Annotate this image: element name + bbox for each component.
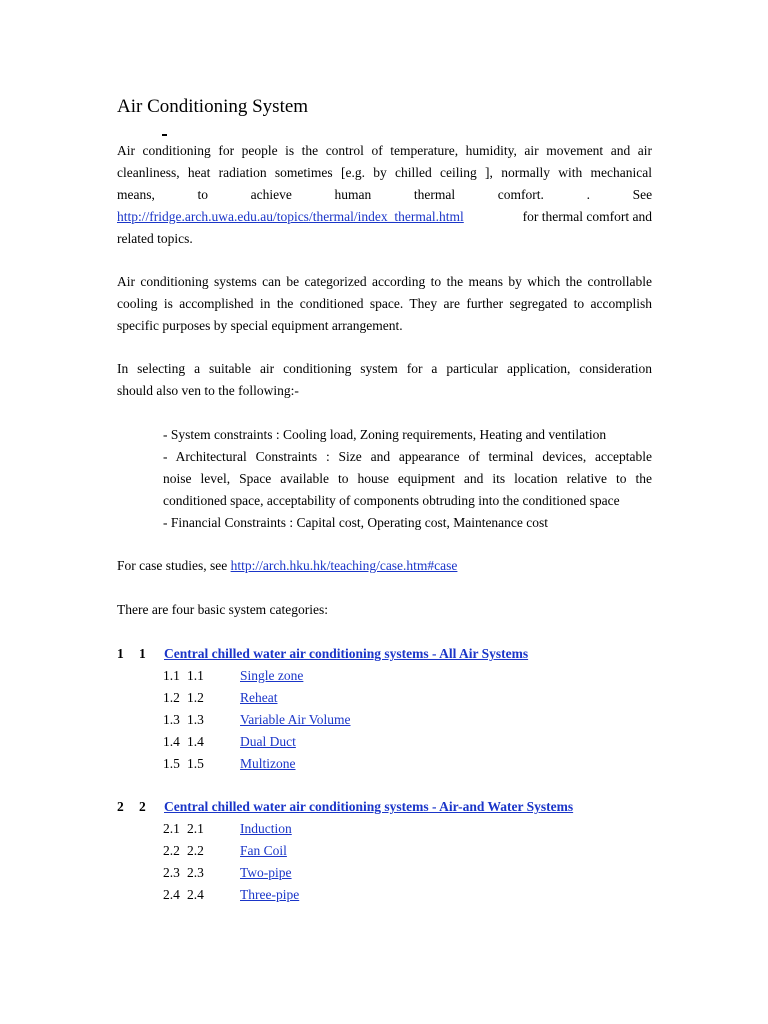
constraint-item: - Financial Constraints : Capital cost, Operating cost, Maintenance cost: [163, 515, 549, 530]
item-number: 2.3: [163, 865, 180, 880]
intro-line: [117, 206, 652, 228]
intro-line: Air conditioning for people is the control of temperature, humidity, air movement and air: [117, 143, 652, 158]
item-number: 2.2: [187, 843, 204, 858]
item-number: 1.3: [187, 712, 204, 727]
case-studies-text: [117, 555, 652, 577]
case-studies-line: [117, 555, 652, 577]
item-number: 2.4: [163, 887, 180, 902]
constraint-item: - System constraints : Cooling load, Zoning requirements, Heating and ventilation: [163, 427, 607, 442]
intro-line: [117, 184, 652, 206]
thermal-comfort-link[interactable]: http://fridge.arch.uwa.edu.au/topics/thermal/index_thermal.html: [117, 209, 464, 224]
paragraph-line: Air conditioning systems can be categorized according to the means by which the controllable: [117, 274, 652, 289]
list-item: [163, 731, 563, 753]
paragraph-line: specific purposes by special equipment arrangement.: [117, 318, 403, 333]
intro-line: cleanliness, heat radiation sometimes [e.g. by chilled ceiling ], normally with mechanical: [117, 165, 652, 180]
paragraph-line: should also ven to the following:-: [117, 383, 299, 398]
item-number: 2.1: [163, 821, 180, 836]
item-link[interactable]: Dual Duct: [240, 734, 296, 749]
intro-line: related topics.: [117, 231, 193, 246]
list-item: [163, 862, 563, 884]
list-item: [163, 840, 563, 862]
list-item: [163, 709, 563, 731]
item-number: 2.1: [187, 821, 204, 836]
item-link[interactable]: Variable Air Volume: [240, 712, 351, 727]
categories-intro: [117, 599, 652, 621]
list-item: [163, 818, 563, 840]
category-heading: [117, 643, 652, 665]
case-studies-prefix: For case studies, see: [117, 558, 231, 573]
item-number: 1.5: [163, 756, 180, 771]
item-number: 1.3: [163, 712, 180, 727]
item-number: 1.1: [187, 668, 204, 683]
paragraph-line: cooling is accomplished in the conditioned space. They are further segregated to accomplish: [117, 296, 652, 311]
category-number: 1: [139, 646, 146, 661]
item-link[interactable]: Multizone: [240, 756, 296, 771]
category-number: 2: [117, 799, 124, 814]
constraint-item: conditioned space, acceptability of components obtruding into the conditioned space: [163, 493, 620, 508]
item-number: 2.3: [187, 865, 204, 880]
intro-word: comfort.: [497, 187, 544, 202]
intro-paragraph: [117, 140, 652, 250]
intro-word: human: [334, 187, 372, 202]
intro-word: means,: [117, 187, 155, 202]
list-item: [163, 665, 563, 687]
item-link[interactable]: Two-pipe: [240, 865, 292, 880]
document-title: Air Conditioning System: [117, 96, 309, 117]
constraint-item: noise level, Space available to house equipment and its location relative to the: [163, 471, 652, 486]
item-link[interactable]: Three-pipe: [240, 887, 300, 902]
list-item: [163, 884, 563, 906]
intro-word: thermal: [413, 187, 456, 202]
category-number: 1: [117, 646, 124, 661]
item-number: 2.2: [163, 843, 180, 858]
category-number: 2: [139, 799, 146, 814]
item-number: 1.5: [187, 756, 204, 771]
categorization-paragraph: [117, 271, 652, 337]
constraints-list: [163, 424, 652, 534]
constraint-item: - Architectural Constraints : Size and appearance of terminal devices, acceptable: [163, 449, 652, 464]
paragraph-line: In selecting a suitable air conditioning system for a particular application, consideration: [117, 361, 652, 376]
item-number: 1.2: [163, 690, 180, 705]
item-link[interactable]: Reheat: [240, 690, 278, 705]
item-link[interactable]: Single zone: [240, 668, 304, 683]
categories-intro-text: There are four basic system categories:: [117, 602, 329, 617]
intro-word: to: [197, 187, 209, 202]
intro-word: .: [586, 187, 590, 202]
item-number: 1.4: [163, 734, 180, 749]
case-studies-link[interactable]: http://arch.hku.hk/teaching/case.htm#case: [230, 558, 458, 573]
item-link[interactable]: Induction: [240, 821, 292, 836]
category-link[interactable]: Central chilled water air conditioning systems - All Air Systems: [164, 646, 529, 661]
item-number: 2.4: [187, 887, 204, 902]
item-number: 1.4: [187, 734, 204, 749]
category-link[interactable]: Central chilled water air conditioning systems - Air-and Water Systems: [164, 799, 574, 814]
category-heading: [117, 796, 652, 818]
intro-word: See: [632, 187, 653, 202]
list-item: [163, 753, 563, 775]
item-number: 1.2: [187, 690, 204, 705]
item-link[interactable]: Fan Coil: [240, 843, 287, 858]
selection-paragraph: [117, 358, 652, 402]
item-number: 1.1: [163, 668, 180, 683]
intro-line-rest: for thermal comfort and: [522, 209, 652, 224]
intro-word: achieve: [250, 187, 292, 202]
list-item: [163, 687, 563, 709]
title-underscore-mark: [162, 134, 167, 136]
